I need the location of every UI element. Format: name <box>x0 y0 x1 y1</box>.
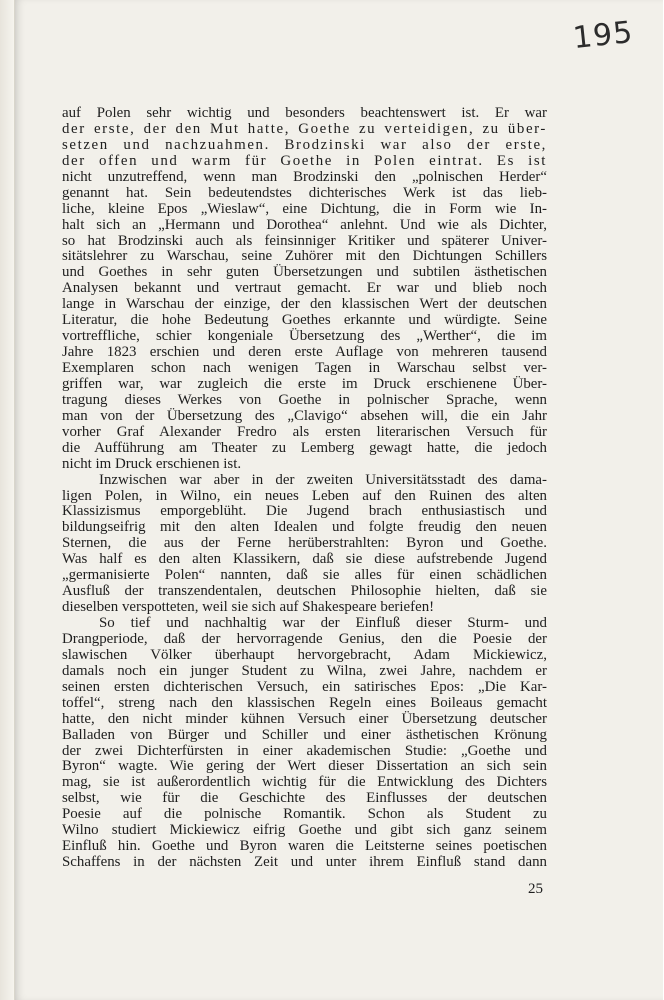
text-line: Wilno studiert Mickiewicz eifrig Goethe und gibt sich ganz seinem <box>62 822 547 839</box>
text-line: vortreffliche, schier kongeniale Übersetzung des „Werther“, die im <box>62 328 547 345</box>
text-line: der offen und warm für Goethe in Polen eintrat. Es ist <box>62 152 547 169</box>
page-number: 25 <box>528 881 543 897</box>
text-line: so hat Brodzinski auch als feinsinniger Kritiker und späterer Univer- <box>62 232 547 249</box>
text-line: Balladen von Bürger und Schiller und einer ästhetischen Krönung <box>62 726 547 743</box>
text-line: „germanisierte Polen“ nannten, daß sie alles für einen schädlichen <box>62 567 547 584</box>
text-line: die Aufführung am Theater zu Lemberg gewagt hatte, die jedoch <box>62 439 547 456</box>
text-line: mag, sie ist außerordentlich wichtig für die Entwicklung des Dichters <box>62 774 547 791</box>
text-line: Byron“ wagte. Wie gering der Wert dieser Dissertation an sich sein <box>62 758 547 775</box>
text-line: slawischen Völker überhaupt hervorgebracht, Adam Mickiewicz, <box>62 646 547 663</box>
text-line: sitätslehrer zu Warschau, seine Zuhörer mit den Dichtungen Schillers <box>62 248 547 265</box>
text-line: seinen ersten dichterischen Versuch, ein satirisches Epos: „Die Kar- <box>62 678 547 695</box>
text-line: Inzwischen war aber in der zweiten Universitätsstadt des dama- <box>99 471 547 488</box>
text-line: lange in Warschau der einzige, der den klassischen Wert der deutschen <box>62 296 547 313</box>
text-line: setzen und nachzuahmen. Brodzinski war also der erste, <box>62 136 547 153</box>
text-line: Ausfluß der transzendentalen, deutschen Philosophie hielten, daß sie <box>62 583 547 600</box>
text-line: griffen war, war zugleich die erste im Druck erschienene Über- <box>62 375 547 392</box>
text-line: vorher Graf Alexander Fredro als ersten literarischen Versuch für <box>62 423 547 440</box>
text-line: selbst, wie für die Geschichte des Einflusses der deutschen <box>62 790 547 807</box>
text-line: halt sich an „Hermann und Dorothea“ anlehnt. Und wie als Dichter, <box>62 216 547 233</box>
text-line: Schaffens in der nächsten Zeit und unter ihrem Einfluß stand dann <box>62 854 547 871</box>
text-line: Jahre 1823 erschien und deren erste Auflage von mehreren tausend <box>62 344 547 361</box>
text-line: Was half es den alten Klassikern, daß sie diese aufstrebende Jugend <box>62 551 547 568</box>
handwritten-page-note: 195 <box>571 14 635 57</box>
text-line: nicht unzutreffend, wenn man Brodzinski den „polnischen Herder“ <box>62 168 547 185</box>
text-line: Poesie auf die polnische Romantik. Schon als Student zu <box>62 806 547 823</box>
text-line: Klassizismus emporgeblüht. Die Jugend brach enthusiastisch und <box>62 503 547 520</box>
text-line: der zwei Dichterfürsten in einer akademischen Studie: „Goethe und <box>62 742 547 759</box>
text-line: man von der Übersetzung des „Clavigo“ absehen will, die ein Jahr <box>62 407 547 424</box>
text-line: ligen Polen, in Wilno, ein neues Leben auf den Ruinen des alten <box>62 487 547 504</box>
text-line: auf Polen sehr wichtig und besonders beachtenswert ist. Er war <box>62 105 547 121</box>
text-line: Drangperiode, daß der hervorragende Genius, den die Poesie der <box>62 630 547 647</box>
text-line: tragung dieses Werkes von Goethe in polnischer Sprache, wenn <box>62 391 547 408</box>
text-line: Sternen, die aus der Ferne herüberstrahlten: Byron und Goethe. <box>62 535 547 552</box>
text-line: damals noch ein junger Student zu Wilna, zwei Jahre, nachdem er <box>62 662 547 679</box>
text-line: liche, kleine Epos „Wieslaw“, eine Dichtung, die in Form wie In- <box>62 200 547 217</box>
page-edge <box>0 0 14 1000</box>
text-line: Einfluß hin. Goethe und Byron waren die Leitsterne seines poetischen <box>62 838 547 855</box>
text-line: der erste, der den Mut hatte, Goethe zu verteidigen, zu über- <box>62 120 547 137</box>
text-line: genannt hat. Sein bedeutendstes dichterisches Werk ist das lieb- <box>62 184 547 201</box>
body-text <box>62 106 547 871</box>
text-line: bildungseifrig mit den alten Idealen und folgte freudig den neuen <box>62 519 547 536</box>
text-line: nicht im Druck erschienen ist. <box>62 455 242 472</box>
text-line: So tief und nachhaltig war der Einfluß dieser Sturm- und <box>99 615 547 631</box>
text-line: hatte, den nicht minder kühnen Versuch einer Übersetzung deutscher <box>62 710 547 727</box>
text-line: toffel“, streng nach den klassischen Regeln eines Boileaus gemacht <box>62 694 547 711</box>
text-line: Analysen bekannt und vertraut gemacht. Er war und blieb noch <box>62 280 547 297</box>
text-line: Exemplaren schon nach wenigen Tagen in Warschau selbst ver- <box>62 360 547 376</box>
text-line: Literatur, die hohe Bedeutung Goethes erkannte und würdigte. Seine <box>62 312 547 329</box>
text-line: und Goethes in sehr guten Übersetzungen und subtilen ästhetischen <box>62 264 547 281</box>
text-line: dieselben verspotteten, weil sie sich auf Shakespeare beriefen! <box>62 599 435 616</box>
